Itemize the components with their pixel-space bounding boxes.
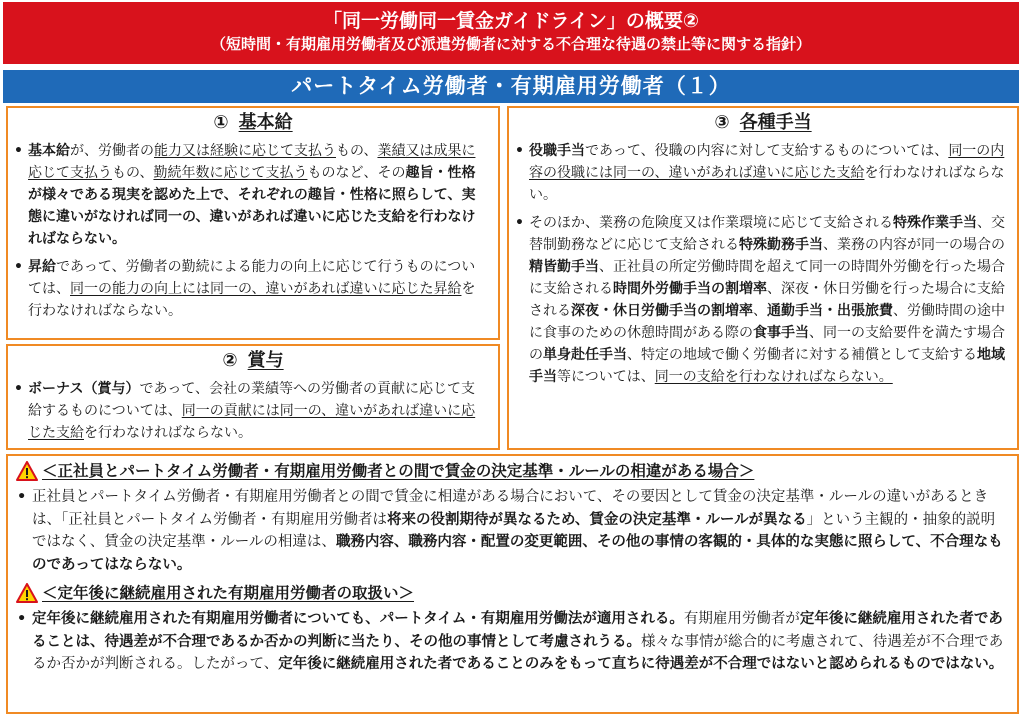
- list-item: • そのほか、業務の危険度又は作業環境に応じて支給される特殊作業手当、交替制勤務などに応じて支給される特殊勤務手当、業務の内容が同一の場合の精皆勤手当、正社員の所定労働時間を超えて同一の時間外労働を行った場合に支給される時間外労働手当の割増率、深夜・休日労働を行った場合に支給される深夜・休日労働手当の割増率、通勤手当・出張旅費、労働時間の途中に食事のための休憩時間がある際の食事手当、同一の支給要件を満たす場合の単身赴任手当、特定の地域で働く労働者に対する補償として支給する地域手当等については、同一の支給を行わなければならない。: [509, 212, 1017, 388]
- list-item: • ボーナス（賞与）であって、会社の業績等への労働者の貢献に応じて支給するものについては、同一の貢献には同一の、違いがあれば違いに応じた支給を行わなければならない。: [8, 378, 498, 444]
- teate-number: ③: [714, 112, 730, 133]
- kihonkyu-number: ①: [213, 112, 229, 133]
- page-subtitle: （短時間・有期雇用労働者及び派遣労働者に対する不合理な待遇の禁止等に関する指針）: [210, 35, 811, 53]
- warning-icon: [16, 583, 38, 603]
- list-item: • 役職手当であって、役職の内容に対して支給するものについては、同一の内容の役職には同一の、違いがあれば違いに応じた支給を行わなければならない。: [509, 140, 1017, 206]
- list-item: • 基本給が、労働者の能力又は経験に応じて支払うもの、業績又は成果に応じて支払うもの、勤続年数に応じて支払うものなど、その趣旨・性格が様々である現実を認めた上で、それぞれの趣旨・性格に照らして、実態に違いがなければ同一の、違いがあれば違いに応じた支給を行わなければならない。: [8, 140, 498, 250]
- list-item: • 正社員とパートタイム労働者・有期雇用労働者との間で賃金に相違がある場合において、その要因として賃金の決定基準・ルールの違いがあるときは、「正社員とパートタイム労働者・有期雇用労働者は将来の役割期待が異なるため、賃金の決定基準・ルールが異なる」という主観的・抽象的説明ではなく、賃金の決定基準・ルールの相違は、職務内容、職務内容・配置の変更範囲、その他の事情の客観的・具体的な実態に照らして、不合理なものであってはならない。: [8, 486, 1017, 576]
- kihonkyu-heading: [8, 112, 498, 134]
- warning-icon: [16, 461, 38, 481]
- kihonkyu-title: 基本給: [238, 112, 293, 133]
- shoyo-list: [8, 378, 498, 444]
- shoyo-heading: [8, 350, 498, 372]
- kihonkyu-list: [8, 140, 498, 322]
- shoyo-title: 賞与: [247, 350, 284, 371]
- list-item: • 昇給であって、労働者の勤続による能力の向上に応じて行うものについては、同一の能力の向上には同一の、違いがあれば違いに応じた昇給を行わなければならない。: [8, 256, 498, 322]
- teate-box: [507, 106, 1019, 450]
- notes-panel: [6, 454, 1019, 714]
- note1-list: [8, 486, 1017, 576]
- note1-heading: ＜正社員とパートタイム労働者・有期雇用労働者との間で賃金の決定基準・ルールの相違がある場合＞: [42, 462, 755, 480]
- note2-list: [8, 608, 1017, 676]
- list-item: • 定年後に継続雇用された有期雇用労働者についても、パートタイム・有期雇用労働法が適用される。有期雇用労働者が定年後に継続雇用された者であることは、待遇差が不合理であるか否かの判断に当たり、その他の事情として考慮されうる。様々な事情が総合的に考慮されて、待遇差が不合理であるか否かが判断される。したがって、定年後に継続雇用された者であることのみをもって直ちに待遇差が不合理ではないと認められるものではない。: [8, 608, 1017, 676]
- shoyo-number: ②: [222, 350, 238, 371]
- section-banner: パートタイム労働者・有期雇用労働者（１）: [3, 70, 1019, 103]
- title-banner: [3, 2, 1019, 64]
- teate-title: 各種手当: [739, 112, 812, 133]
- teate-list: [509, 140, 1017, 388]
- teate-heading: [509, 112, 1017, 134]
- note1-heading-row: [16, 460, 1017, 482]
- kihonkyu-box: [6, 106, 500, 340]
- shoyo-box: [6, 344, 500, 450]
- note2-heading-row: [16, 582, 1017, 604]
- note2-heading: ＜定年後に継続雇用された有期雇用労働者の取扱い＞: [42, 584, 415, 602]
- page-title: 「同一労働同一賃金ガイドライン」の概要②: [323, 10, 699, 32]
